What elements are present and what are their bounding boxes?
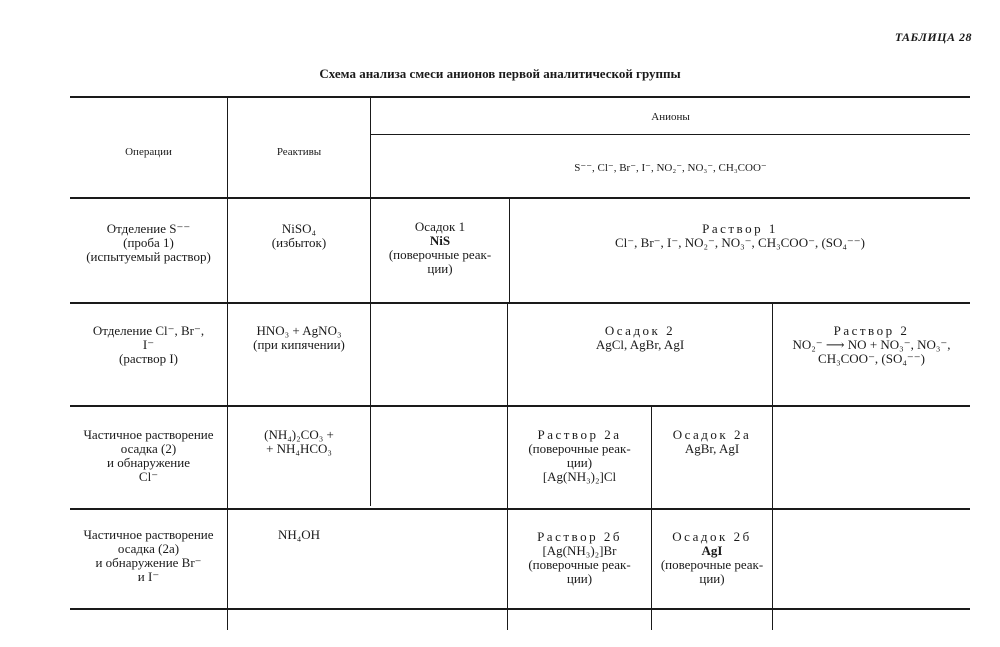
vline-row1-split	[509, 198, 510, 303]
row3-solution: Раствор 2а (поверочные реак- ции) [Ag(NH₃)₂]Cl	[528, 427, 631, 484]
rule-anions-sub	[370, 134, 970, 135]
row3-precipitate: Осадок 2а AgBr, AgI	[672, 427, 752, 456]
row2-reagent: HNO₃ + AgNO₃ (при кипячении)	[253, 323, 345, 352]
row4-reagent: NH₄OH	[277, 527, 321, 542]
table-number: ТАБЛИЦА 28	[894, 30, 972, 44]
rule-row-2	[70, 405, 970, 407]
row1-operation: Отделение S⁻⁻ (проба 1) (испытуемый раствор)	[86, 221, 211, 264]
rule-header-bottom	[70, 197, 970, 199]
header-anions: Анионы	[651, 111, 690, 123]
table-title: Схема анализа смеси анионов первой аналитической группы	[319, 66, 681, 81]
vline-operations	[227, 98, 228, 630]
row4-operation: Частичное растворение осадка (2а) и обнаружение Br⁻ и I⁻	[83, 527, 214, 584]
row3-reagent: (NH₄)₂CO₃ + + NH₄HCO₃	[264, 427, 334, 456]
header-anions-list: S⁻⁻, Cl⁻, Br⁻, I⁻, NO₂⁻, NO₃⁻, CH₃COO⁻	[574, 162, 767, 174]
header-operations: Операции	[125, 146, 172, 158]
vline-reagents	[370, 98, 371, 506]
row2-solution: Раствор 2 NO₂⁻ ⟶ NO + NO₃⁻, NO₃⁻, CH₃COO⁻, (SO₄⁻⁻)	[792, 323, 951, 366]
rule-row-1	[70, 302, 970, 304]
rule-top	[70, 96, 970, 98]
row4-solution: Раствор 2б [Ag(NH₃)₂]Br (поверочные реак- ции)	[528, 529, 631, 586]
rule-row-4	[70, 608, 970, 610]
row1-solution: Раствор 1 Cl⁻, Br⁻, I⁻, NO₂⁻, NO₃⁻, CH₃COO⁻, (SO₄⁻⁻)	[615, 221, 865, 250]
row2-precipitate: Осадок 2 AgCl, AgBr, AgI	[595, 323, 685, 352]
row2-operation: Отделение Cl⁻, Br⁻, I⁻ (раствор I)	[92, 323, 205, 366]
row1-reagent: NiSO₄ (избыток)	[271, 221, 327, 250]
header-reagents: Реактивы	[276, 146, 322, 158]
rule-row-3	[70, 508, 970, 510]
row3-operation: Частичное растворение осадка (2) и обнаружение Cl⁻	[83, 427, 214, 484]
row4-precipitate: Осадок 2б AgI (поверочные реак- ции)	[660, 529, 764, 586]
row1-precipitate: Осадок 1 NiS (поверочные реак- ции)	[388, 219, 492, 276]
